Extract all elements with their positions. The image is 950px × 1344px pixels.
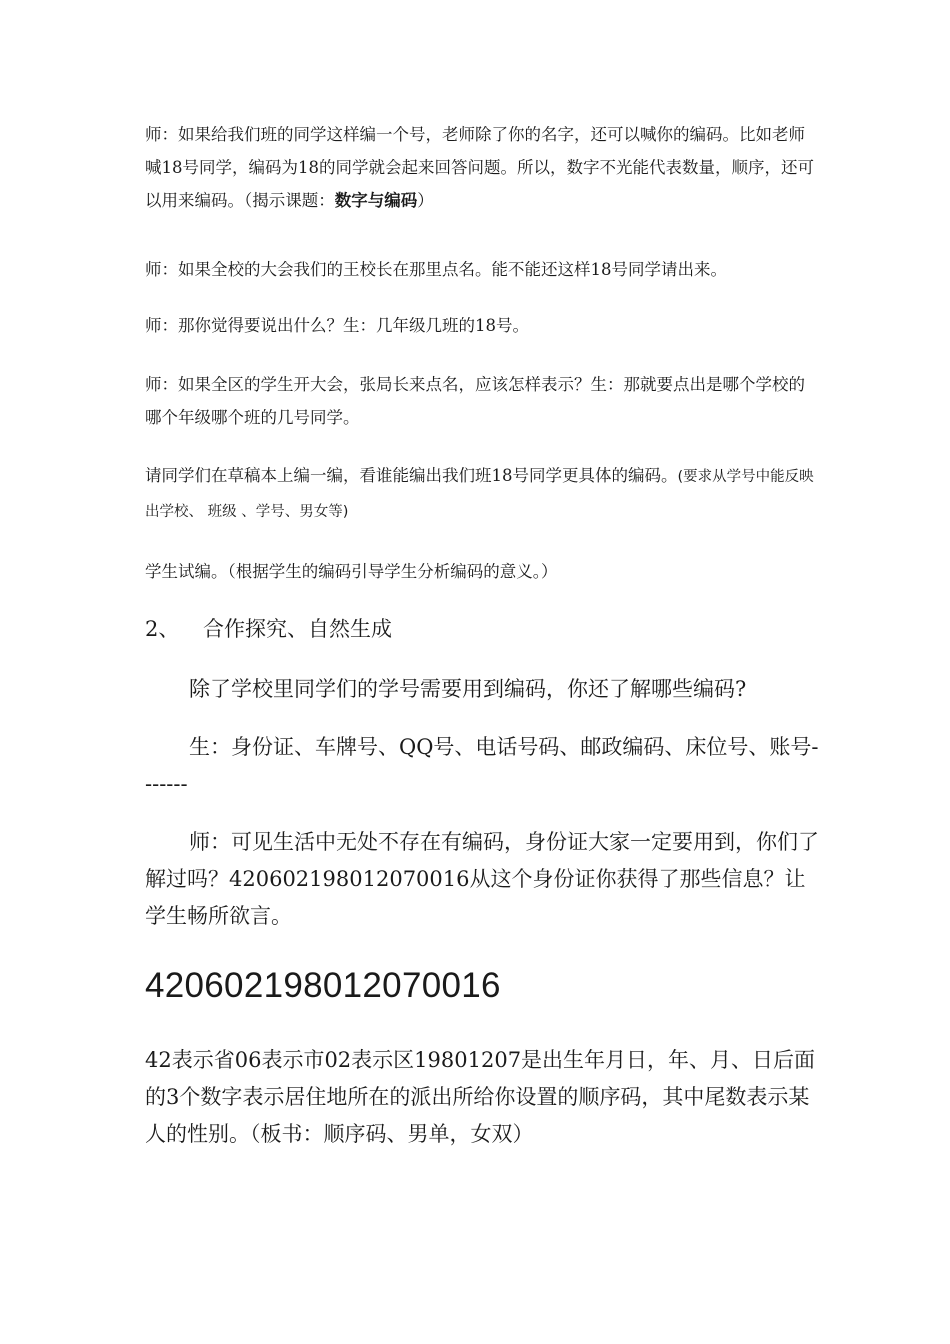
requirement-note: (要求从学号中能反映出学校、 班级 、学号、男女等) — [145, 469, 814, 520]
paragraph-district-assembly: 师：如果全区的学生开大会，张局长来点名，应该怎样表示？生：那就要点出是哪个学校的哪个年级哪个班的几号同学。 — [145, 375, 805, 427]
paragraph-other-codes-question: 除了学校里同学们的学号需要用到编码，你还了解哪些编码? — [189, 677, 747, 701]
id-number-display: 420602198012070016 — [145, 966, 501, 1005]
paragraph-intro — [145, 118, 820, 217]
paragraph-id-card-question: 师：可见生活中无处不存在有编码，身份证大家一定要用到，你们了解过吗？420602198012070016从这个身份证你获得了那些信息？让学生畅所欲言。 — [145, 830, 819, 928]
paragraph-intro-end: ） — [417, 191, 434, 210]
paragraph-draft-task-text: 请同学们在草稿本上编一编，看谁能编出我们班18号同学更具体的编码。 — [145, 466, 678, 485]
section-heading — [145, 614, 820, 644]
paragraph-intro-text: 师：如果给我们班的同学这样编一个号，老师除了你的名字，还可以喊你的编码。比如老师喊18号同学，编码为18的同学就会起来回答问题。所以，数字不光能代表数量，顺序，还可以用来编码。（揭示课题： — [145, 125, 814, 210]
paragraph-student-answer: 生：身份证、车牌号、QQ号、电话号码、邮政编码、床位号、账号------- — [145, 735, 819, 796]
paragraph-id-explanation: 42表示省06表示市02表示区19801207是出生年月日，年、月、日后面的3个数字表示居住地所在的派出所给你设置的顺序码，其中尾数表示某人的性别。（板书：顺序码、男单，女双） — [145, 1048, 816, 1146]
paragraph-draft-task — [145, 459, 820, 529]
paragraph-school-assembly: 师：如果全校的大会我们的王校长在那里点名。能不能还这样18号同学请出来。 — [145, 260, 727, 279]
paragraph-what-to-say: 师：那你觉得要说出什么？生：几年级几班的18号。 — [145, 316, 529, 335]
lesson-title: 数字与编码 — [334, 191, 418, 210]
section-title: 合作探究、自然生成 — [203, 617, 392, 641]
section-number: 2、 — [145, 617, 180, 641]
paragraph-student-try: 学生试编。（根据学生的编码引导学生分析编码的意义。） — [145, 562, 558, 581]
